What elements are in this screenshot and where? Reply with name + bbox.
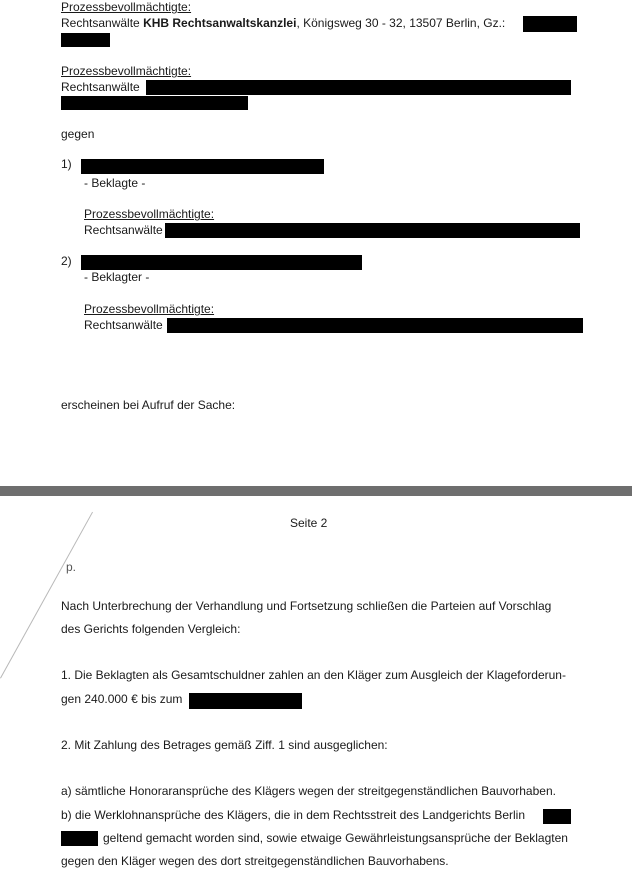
redaction-reference-number-cont [61, 33, 110, 47]
appearance-text: erscheinen bei Aufruf der Sache: [61, 398, 236, 412]
redaction-case-number-cont [61, 831, 98, 846]
firm-name: KHB Rechtsanwaltskanzlei [143, 16, 297, 30]
redaction-defendant-1-counsel [165, 223, 580, 238]
plaintiff-counsel-line [61, 16, 505, 30]
intro-line-1: Nach Unterbrechung der Verhandlung und Fortsetzung schließen die Parteien auf Vorschlag [61, 599, 552, 613]
defendant-1-counsel-firm: Rechtsanwälte [84, 223, 163, 237]
defendant-2-counsel-firm: Rechtsanwälte [84, 318, 163, 332]
clause-1-line-2: gen 240.000 € bis zum [61, 692, 183, 706]
redaction-second-counsel-address [61, 96, 248, 110]
defendant-2-counsel-heading: Prozessbevollmächtigte: [84, 302, 215, 316]
clause-2b-line-3: gegen den Kläger wegen des dort streitgegenständlichen Bauvorhabens. [61, 854, 449, 868]
document-page-2 [0, 496, 632, 883]
versus-label: gegen [61, 127, 95, 141]
defendant-2-number: 2) [61, 254, 72, 268]
paragraph-mark: p. [66, 560, 77, 574]
redaction-payment-date [189, 693, 302, 709]
defendant-1-role: - Beklagte - [84, 176, 146, 190]
counsel-heading-second: Prozessbevollmächtigte: [61, 64, 192, 78]
redaction-reference-number [523, 16, 577, 32]
redaction-second-counsel-name [146, 80, 571, 95]
defendant-1-number: 1) [61, 157, 72, 171]
counsel-heading-plaintiff: Prozessbevollmächtigte: [61, 0, 192, 14]
scan-pencil-stroke [0, 512, 93, 679]
clause-2: 2. Mit Zahlung des Betrages gemäß Ziff. 1 sind ausgeglichen: [61, 738, 388, 752]
page-number-label: Seite 2 [290, 516, 328, 530]
clause-1-line-1: 1. Die Beklagten als Gesamtschuldner zahlen an den Kläger zum Ausgleich der Klageforderun- [61, 668, 566, 682]
redaction-defendant-2-name [81, 255, 362, 270]
firm-address: , Königsweg 30 - 32, 13507 Berlin, Gz.: [296, 16, 506, 30]
intro-line-2: des Gerichts folgenden Vergleich: [61, 622, 241, 636]
redaction-case-number [543, 809, 571, 824]
clause-2a: a) sämtliche Honoraransprüche des Klägers wegen der streitgegenständlichen Bauvorhaben. [61, 784, 556, 798]
second-counsel-firm: Rechtsanwälte [61, 80, 140, 94]
redaction-defendant-2-counsel [167, 318, 583, 333]
clause-2b-line-1: b) die Werklohnansprüche des Klägers, die in dem Rechtsstreit des Landgerichts Berlin [61, 808, 526, 822]
defendant-2-role: - Beklagter - [84, 270, 150, 284]
redaction-defendant-1-name [81, 159, 324, 174]
page-divider [0, 486, 632, 496]
firm-prefix: Rechtsanwälte [61, 16, 140, 30]
clause-2b-line-2: geltend gemacht worden sind, sowie etwaige Gewährleistungsansprüche der Beklagten [103, 831, 568, 845]
defendant-1-counsel-heading: Prozessbevollmächtigte: [84, 207, 215, 221]
